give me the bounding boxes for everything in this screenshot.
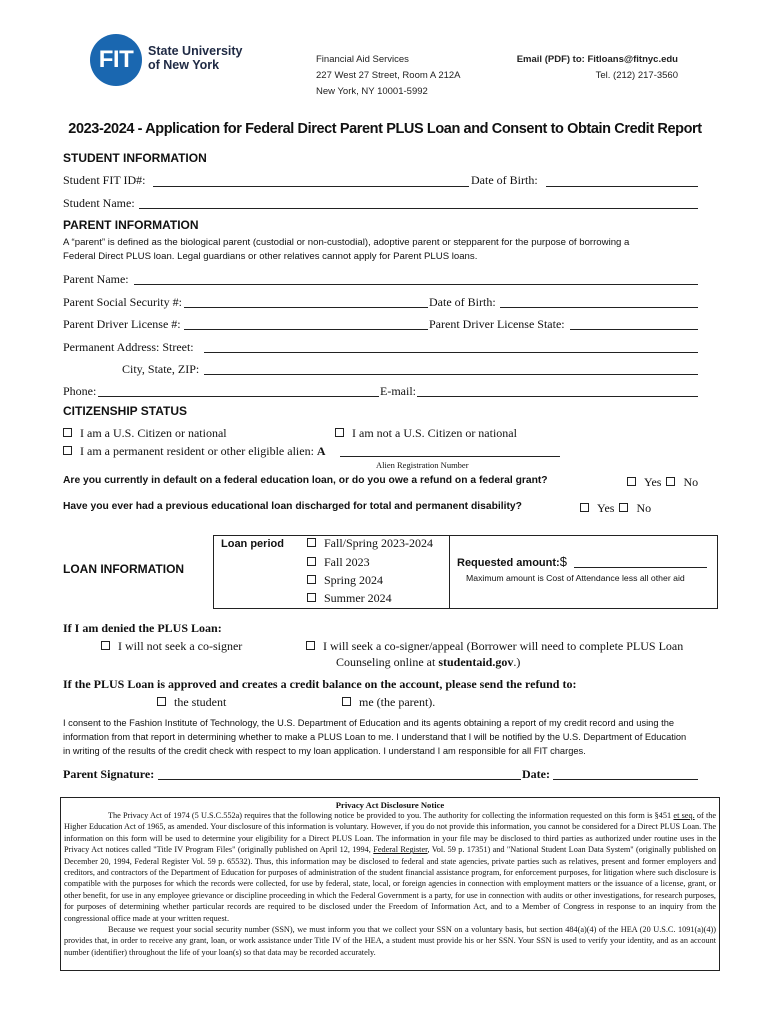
requested-amount-text: Requested amount: <box>457 557 560 569</box>
student-name-label: Student Name: <box>63 196 135 210</box>
cosigner-line2-suffix: .) <box>513 655 521 669</box>
default-question: Are you currently in default on a federal education loan, or do you owe a refund on a federal grant? <box>63 475 548 486</box>
office-address <box>316 52 461 100</box>
period-label-2: Spring 2024 <box>324 573 384 587</box>
parent-name-field[interactable] <box>134 284 698 285</box>
privacy-p4: Because we request your social security number (SSN), we must inform you that we collect your SSN on a voluntary basis, but section 484(a)(4) of the HEA (20 U.S.C. 1091(a)(4)) provides that, in order to receive any grant, loan, or work assistance under Title IV of the HEA, a student must provide his or her SSN. Your SSN is used to verify your identity, and as an account number (identifier) throughout the life of your loan(s) so that data may be recorded accurately. <box>64 925 716 957</box>
student-id-label: Student FIT ID#: <box>63 173 146 187</box>
privacy-etseq: et seq. <box>673 811 695 820</box>
alien-prefix: A <box>316 444 326 458</box>
refund-parent-label: me (the parent). <box>359 695 436 709</box>
logo-wordmark <box>148 44 242 72</box>
parent-license-label: Parent Driver License #: <box>63 317 181 331</box>
student-dob-field[interactable] <box>546 186 698 187</box>
loan-table-border-left <box>213 536 214 608</box>
citizenship-section-heading: CITIZENSHIP STATUS <box>63 404 188 418</box>
privacy-p3: , Vol. 59 p. 17351) and "National Student Loan Data System" (originally published on December 20, 1994, Federal Register Vol. 59 p. 65532). Thus, this information may be disclosed to federal and state agencies, private parties such as relatives, present and former employers and creditors, and contractors of the Department of Education for purposes of administration of the student financial assistance program, for enforcement purposes, for litigation where such disclosure is compatible with the purposes for which the records were collected, for use by federal, state, local, or foreign agencies in connection with employment matters or the issuance of a license, grant, or other benefit, for use in any employee grievance or discipline proceeding in which the Federal Government is a party, for use in connection with audits or other investigations, for research purposes, for purposes of determining whether particular records are required to be disclosed under the Freedom of Information Act, and to a Member of Congress in response to an inquiry from the congressional office made at your written request. <box>64 845 716 923</box>
parent-license-state-field[interactable] <box>570 329 698 330</box>
default-no-label: No <box>683 475 699 489</box>
cosigner-checkbox[interactable] <box>306 641 315 650</box>
parent-definition <box>63 236 629 264</box>
parent-city-label: City, State, ZIP: <box>122 362 200 376</box>
resident-checkbox[interactable] <box>63 446 72 455</box>
privacy-fedreg: Federal Register <box>373 845 428 855</box>
fit-logo <box>90 34 142 86</box>
logo-line2: of New York <box>148 58 220 72</box>
parent-email-field[interactable] <box>417 396 698 397</box>
signature-field[interactable] <box>158 779 521 780</box>
period-label-3: Summer 2024 <box>324 591 392 605</box>
refund-student-label: the student <box>174 695 227 709</box>
consent-line2: information from that report in determining whether to make a PLUS Loan to me. I understand that I will be notified by the U.S. Department of Education <box>63 732 687 742</box>
parent-street-field[interactable] <box>204 352 698 353</box>
resident-option[interactable] <box>63 444 326 459</box>
period-option-0[interactable] <box>307 536 433 551</box>
parent-ssn-label: Parent Social Security #: <box>63 295 182 309</box>
period-checkbox-0[interactable] <box>307 538 316 547</box>
default-no-checkbox[interactable] <box>666 477 675 486</box>
student-section-heading: STUDENT INFORMATION <box>63 151 207 165</box>
max-amount-note: Maximum amount is Cost of Attendance less all other aid <box>466 573 685 583</box>
signature-date-label: Date: <box>522 767 550 781</box>
form-title: 2023-2024 - Application for Federal Direct Parent PLUS Loan and Consent to Obtain Credit Report <box>68 121 702 137</box>
discharge-no-checkbox[interactable] <box>619 503 628 512</box>
parent-section-heading: PARENT INFORMATION <box>63 218 199 232</box>
loan-section-heading: LOAN INFORMATION <box>63 562 185 576</box>
parent-ssn-field[interactable] <box>184 307 428 308</box>
consent-text <box>63 716 686 758</box>
period-option-2[interactable] <box>307 573 383 588</box>
cosigner-line2-prefix: Counseling online at <box>336 655 439 669</box>
student-id-field[interactable] <box>153 186 469 187</box>
privacy-heading: Privacy Act Disclosure Notice <box>335 800 445 810</box>
loan-table <box>213 535 718 609</box>
privacy-notice <box>60 797 720 971</box>
parent-license-field[interactable] <box>184 329 428 330</box>
not-citizen-checkbox[interactable] <box>335 428 344 437</box>
period-option-1[interactable] <box>307 555 370 570</box>
period-option-3[interactable] <box>307 591 392 606</box>
loan-table-divider <box>449 536 450 608</box>
parent-definition-line2: Federal Direct PLUS loan. Legal guardians or other relatives cannot apply for Parent PLUS loans. <box>63 251 478 262</box>
logo-line1: State University <box>148 44 243 58</box>
studentaid-link[interactable]: studentaid.gov <box>438 655 514 669</box>
refund-heading: If the PLUS Loan is approved and creates a credit balance on the account, please send the refund to: <box>63 677 577 691</box>
parent-phone-label: Phone: <box>63 384 97 398</box>
default-yes-label: Yes <box>644 475 662 489</box>
consent-line3: in writing of the results of the credit check with respect to my loan application. I understand I am responsible for all FIT charges. <box>63 746 586 756</box>
privacy-p1: The Privacy Act of 1974 (5 U.S.C.552a) requires that the following notice be provided to you. The authority for collecting the information requested on this form is §451 <box>108 811 674 820</box>
discharge-answer-options <box>580 501 651 516</box>
office-name: Financial Aid Services <box>316 54 409 65</box>
period-checkbox-2[interactable] <box>307 575 316 584</box>
requested-amount-label <box>457 554 567 569</box>
parent-dob-field[interactable] <box>500 307 698 308</box>
refund-parent-option[interactable] <box>342 695 435 710</box>
period-label-1: Fall 2023 <box>324 555 370 569</box>
parent-city-field[interactable] <box>204 374 698 375</box>
contact-tel: Tel. (212) 217-3560 <box>595 70 678 81</box>
consent-line1: I consent to the Fashion Institute of Technology, the U.S. Department of Education and its agents obtaining a report of my credit record and using the <box>63 718 675 728</box>
refund-parent-checkbox[interactable] <box>342 697 351 706</box>
no-cosigner-option[interactable] <box>101 639 242 654</box>
no-cosigner-label: I will not seek a co-signer <box>118 639 243 653</box>
cosigner-option[interactable] <box>306 639 683 654</box>
resident-option-label: I am a permanent resident or other eligible alien: <box>80 444 314 458</box>
parent-email-label: E-mail: <box>380 384 416 398</box>
office-street: 227 West 27 Street, Room A 212A <box>316 70 461 81</box>
requested-amount-field[interactable] <box>574 567 707 568</box>
loan-period-label: Loan period <box>221 538 284 550</box>
office-city: New York, NY 10001-5992 <box>316 86 428 97</box>
privacy-body <box>61 810 719 958</box>
cosigner-label-line1: I will seek a co-signer/appeal (Borrower will need to complete PLUS Loan <box>323 639 684 653</box>
parent-license-state-label: Parent Driver License State: <box>429 317 565 331</box>
period-checkbox-1[interactable] <box>307 557 316 566</box>
discharge-yes-label: Yes <box>597 501 615 515</box>
loan-table-border-right <box>717 536 718 608</box>
cosigner-label-line2 <box>336 655 520 670</box>
privacy-p2: of the Higher Education Act of 1965, as amended. Your disclosure of this information is voluntary. However, if you do not provide this information, you cannot be considered for a Direct PLUS Loan. The information on this form will be used to determine your eligibility for a Direct PLUS Loan. The information in your file may be disclosed to third parties as authorized under routine uses in the Privacy Act notices called "Title IV Program Files" (originally published on April 12, 1994, <box>64 811 717 855</box>
citizen-option-label: I am a U.S. Citizen or national <box>80 426 227 440</box>
not-citizen-option[interactable] <box>335 426 517 441</box>
citizen-checkbox[interactable] <box>63 428 72 437</box>
parent-name-label: Parent Name: <box>63 272 129 286</box>
discharge-question: Have you ever had a previous educational loan discharged for total and permanent disability? <box>63 501 522 512</box>
currency-symbol: $ <box>559 554 567 569</box>
default-answer-options <box>627 475 698 490</box>
contact-info <box>517 52 678 84</box>
contact-email: Email (PDF) to: Fitloans@fitnyc.edu <box>516 54 678 65</box>
student-dob-label: Date of Birth: <box>471 173 538 187</box>
student-name-field[interactable] <box>139 208 698 209</box>
denied-heading: If I am denied the PLUS Loan: <box>63 621 222 635</box>
period-label-0: Fall/Spring 2023-2024 <box>324 536 434 550</box>
logo-abbr: FIT <box>98 46 134 73</box>
parent-dob-label: Date of Birth: <box>429 295 496 309</box>
discharge-no-label: No <box>636 501 652 515</box>
parent-phone-field[interactable] <box>98 396 379 397</box>
not-citizen-option-label: I am not a U.S. Citizen or national <box>352 426 517 440</box>
signature-label: Parent Signature: <box>63 767 155 781</box>
default-yes-checkbox[interactable] <box>627 477 636 486</box>
signature-date-field[interactable] <box>553 779 698 780</box>
period-checkbox-3[interactable] <box>307 593 316 602</box>
parent-definition-line1: A “parent” is defined as the biological parent (custodial or non-custodial), adoptive parent or stepparent for the purpose of borrowing a <box>63 237 630 248</box>
refund-student-option[interactable] <box>157 695 226 710</box>
parent-address-label: Permanent Address: Street: <box>63 340 194 354</box>
discharge-yes-checkbox[interactable] <box>580 503 589 512</box>
refund-student-checkbox[interactable] <box>157 697 166 706</box>
alien-number-caption: Alien Registration Number <box>376 460 469 470</box>
no-cosigner-checkbox[interactable] <box>101 641 110 650</box>
citizen-option[interactable] <box>63 426 227 441</box>
alien-number-field[interactable] <box>340 456 560 457</box>
